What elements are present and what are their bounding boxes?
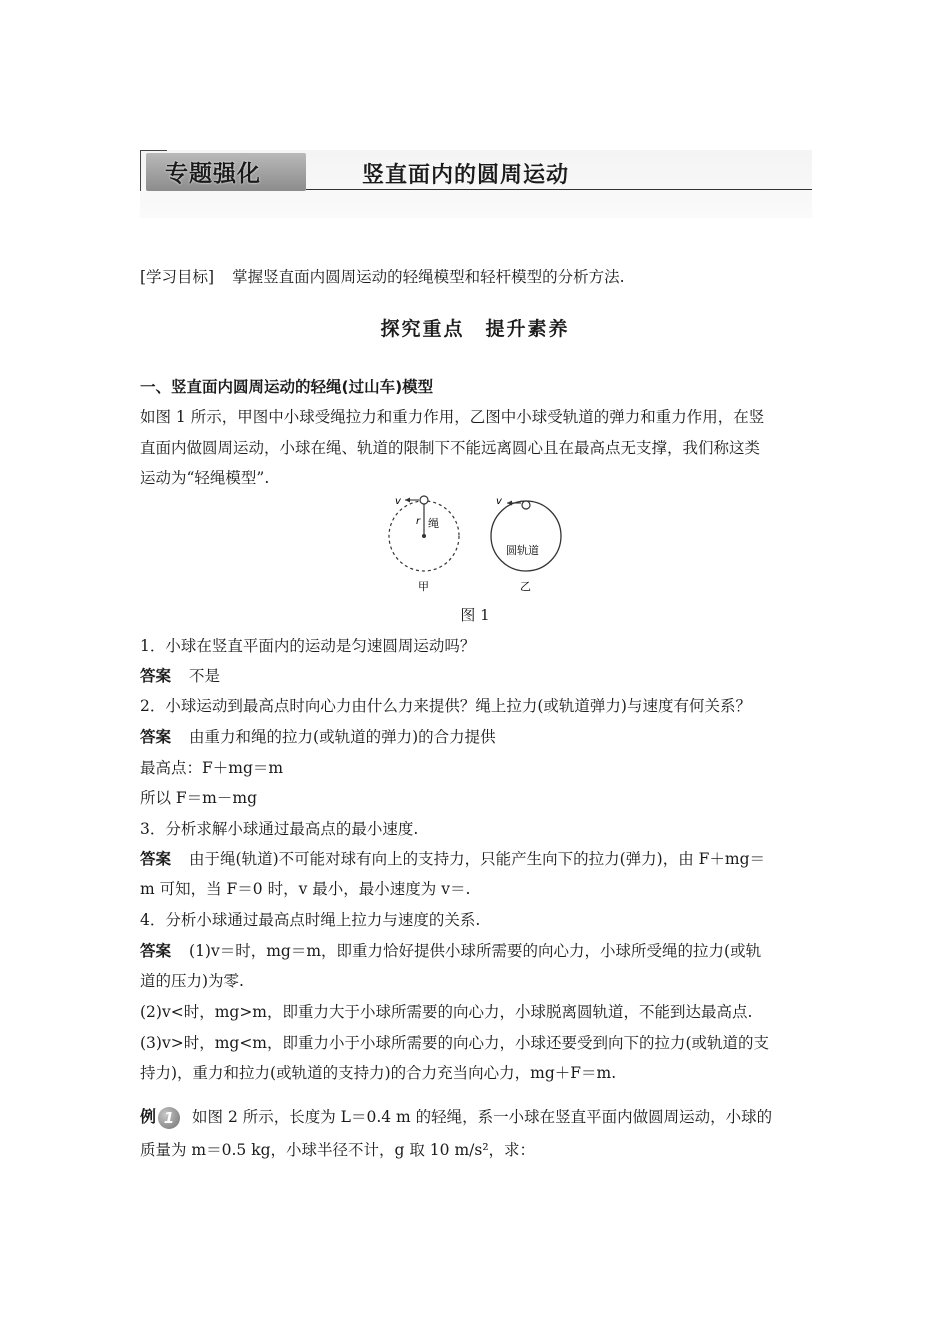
track-circle: [491, 501, 561, 571]
header-corner-decoration: [140, 150, 167, 191]
equation-top-point: 最高点：F＋mg＝m: [140, 759, 284, 777]
question-4: 4．分析小球通过最高点时绳上拉力与速度的关系.: [140, 911, 481, 929]
objective-text: 掌握竖直面内圆周运动的轻绳模型和轻杆模型的分析方法.: [232, 268, 625, 286]
answer-3-line-1: 由于绳(轨道)不可能对球有向上的支持力，只能产生向下的拉力(弹力)，由 F＋mg＝: [189, 850, 766, 868]
learning-objective: [140, 266, 625, 288]
equation-force: 所以 F＝m－mg: [140, 789, 257, 807]
question-1: 1．小球在竖直平面内的运动是匀速圆周运动吗？: [140, 637, 476, 655]
v-label-right: v: [496, 496, 502, 507]
objective-tag: [学习目标]: [140, 268, 215, 286]
answer-4-line-5: 持力)，重力和拉力(或轨道的支持力)的合力充当向心力，mg＋F＝m.: [140, 1064, 617, 1082]
answer-3-line-2: m 可知，当 F＝0 时，v 最小，最小速度为 v＝.: [140, 880, 471, 898]
answer-4-line-3: (2)v<时，mg>m，即重力大于小球所需要的向心力，小球脱离圆轨道，不能到达最高点.: [140, 1003, 753, 1021]
answer-2-text: 由重力和绳的拉力(或轨道的弹力)的合力提供: [189, 728, 496, 746]
answer-label: 答案: [140, 667, 172, 685]
answer-label: 答案: [140, 942, 172, 960]
answer-4-line-1: (1)v＝时，mg＝m，即重力恰好提供小球所需要的向心力，小球所受绳的拉力(或轨: [189, 942, 762, 960]
question-3: 3．分析求解小球通过最高点的最小速度.: [140, 820, 419, 838]
example-label: 例: [140, 1107, 157, 1126]
track-label: 圆轨道: [506, 544, 539, 557]
example-1: [140, 1106, 772, 1129]
answer-4-line-4: (3)v>时，mg<m，即重力小于小球所需要的向心力，小球还要受到向下的拉力(或轨道的支: [140, 1034, 770, 1052]
ball-left: [420, 496, 428, 504]
answer-label: 答案: [140, 728, 172, 746]
center-dot: [422, 534, 426, 538]
intro-line-1: 如图 1 所示，甲图中小球受绳拉力和重力作用，乙图中小球受轨道的弹力和重力作用，在竖: [140, 408, 765, 426]
figure-caption: 图 1: [460, 606, 490, 624]
fig-left-label: 甲: [418, 580, 429, 593]
question-2: 2．小球运动到最高点时向心力由什么力来提供？绳上拉力(或轨道弹力)与速度有何关系？: [140, 697, 751, 715]
header-rule: [306, 189, 812, 190]
sub-heading: 一、竖直面内圆周运动的轻绳(过山车)模型: [140, 378, 434, 396]
answer-label: 答案: [140, 850, 172, 868]
example-line-1: 如图 2 所示，长度为 L＝0.4 m 的轻绳，系一小球在竖直平面内做圆周运动，小球的: [192, 1108, 773, 1126]
fig-right-label: 乙: [520, 580, 531, 593]
answer-1: [140, 665, 220, 687]
answer-4-line-2: 道的压力)为零.: [140, 972, 244, 990]
intro-line-2: 直面内做圆周运动，小球在绳、轨道的限制下不能远离圆心且在最高点无支撑，我们称这类: [140, 439, 761, 457]
answer-3: [140, 848, 765, 870]
answer-1-text: 不是: [189, 667, 221, 685]
intro-line-3: 运动为“轻绳模型”.: [140, 469, 270, 487]
answer-4: [140, 940, 761, 962]
example-number-badge: 1: [158, 1107, 180, 1129]
page-title: 竖直面内的圆周运动: [362, 163, 570, 188]
figure-1: [380, 490, 580, 600]
ball-right: [522, 501, 530, 509]
section-heading: 探究重点 提升素养: [380, 318, 570, 340]
r-label: r: [416, 516, 421, 527]
rope-label: 绳: [428, 517, 439, 530]
example-line-2: 质量为 m＝0.5 kg，小球半径不计，g 取 10 m/s²，求：: [140, 1141, 536, 1159]
answer-2: [140, 726, 496, 748]
header-label: 专题强化: [165, 161, 261, 187]
v-label-left: v: [395, 496, 401, 507]
